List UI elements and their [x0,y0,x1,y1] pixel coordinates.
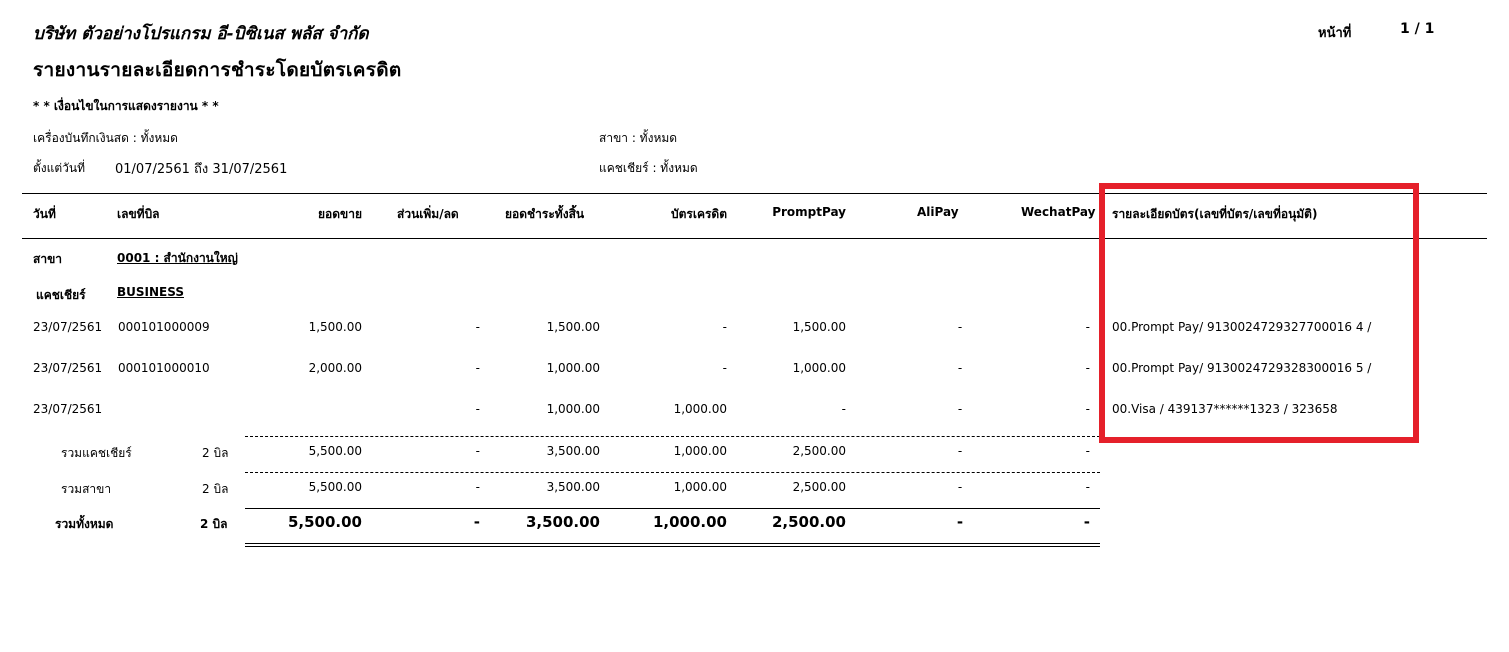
company-name: บริษัท ตัวอย่างโปรแกรม อี-บิซิเนส พลัส จำกัด [33,24,369,44]
row-alipay: - [957,361,963,375]
col-sales: ยอดขาย [317,207,362,221]
subtotal-promptpay: 2,500.00 [792,480,846,494]
col-adjustment: ส่วนเพิ่ม/ลด [397,207,459,221]
subtotal-separator [245,436,1100,437]
subtotal-count: 2 บิล [202,446,229,460]
group-branch-label: สาขา [33,252,63,266]
page-number: 1 / 1 [1400,21,1435,37]
grand-total-bottom-rule-2 [245,546,1100,547]
row-date: 23/07/2561 [33,320,103,334]
subtotal-net-total: 3,500.00 [546,480,600,494]
row-date: 23/07/2561 [33,361,103,375]
col-wechatpay: WechatPay [1021,205,1096,219]
grand-total-net-total: 3,500.00 [525,513,600,531]
subtotal-promptpay: 2,500.00 [792,444,846,458]
date-label: ตั้งแต่วันที่ [33,161,86,175]
subtotal-wechatpay: - [1085,480,1090,494]
row-wechatpay: - [1085,402,1090,416]
subtotal-adjustment: - [475,444,480,458]
date-range: 01/07/2561 ถึง 31/07/2561 [115,162,288,177]
subtotal-label: รวมแคชเชียร์ [61,446,132,460]
grand-total-count: 2 บิล [200,517,228,531]
grand-total-alipay: - [956,513,964,531]
grand-total-bottom-rule-1 [245,543,1100,544]
row-wechatpay: - [1085,361,1090,375]
page-label: หน้าที่ [1318,26,1352,41]
subtotal-sales: 5,500.00 [308,444,362,458]
cash-register-condition: เครื่องบันทึกเงินสด : ทั้งหมด [33,131,178,145]
subtotal-credit-card: 1,000.00 [673,444,727,458]
col-net-total: ยอดชำระทั้งสิ้น [505,207,585,221]
grand-total-label: รวมทั้งหมด [55,517,114,531]
subtotal-wechatpay: - [1085,444,1090,458]
subtotal-sales: 5,500.00 [308,480,362,494]
subtotal-label: รวมสาขา [61,482,112,496]
group-cashier-label: แคชเชียร์ [36,288,86,302]
row-card-detail: 00.Visa / 439137******1323 / 323658 [1112,402,1338,416]
row-card-detail: 00.Prompt Pay/ 9130024729328300016 5 / [1112,361,1372,375]
row-net-total: 1,500.00 [546,320,600,334]
row-alipay: - [957,320,963,334]
col-date: วันที่ [33,207,56,221]
row-card-detail: 00.Prompt Pay/ 9130024729327700016 4 / [1112,320,1372,334]
row-credit-card: 1,000.00 [673,402,727,416]
grand-total-adjustment: - [473,513,480,531]
row-net-total: 1,000.00 [546,402,600,416]
row-bill-no: 000101000009 [118,320,210,334]
row-net-total: 1,000.00 [546,361,600,375]
row-adjustment: - [475,402,480,416]
row-sales: 1,500.00 [308,320,362,334]
col-alipay: AliPay [917,205,959,219]
grand-total-promptpay: 2,500.00 [771,513,846,531]
grand-total-wechatpay: - [1083,513,1090,531]
subtotal-adjustment: - [475,480,480,494]
col-bill-no: เลขที่บิล [117,207,160,221]
highlight-box [1099,183,1419,443]
row-credit-card: - [722,320,727,334]
subtotal-count: 2 บิล [202,482,229,496]
row-bill-no: 000101000010 [118,361,210,375]
conditions-title: * * เงื่อนไขในการแสดงรายงาน * * [33,99,219,113]
grand-total-sales: 5,500.00 [287,513,362,531]
row-promptpay: - [841,402,846,416]
group-cashier-value: BUSINESS [117,285,184,299]
subtotal-alipay: - [957,444,963,458]
branch-condition: สาขา : ทั้งหมด [599,131,678,145]
row-promptpay: 1,000.00 [792,361,846,375]
grand-total-top-rule [245,508,1100,509]
row-promptpay: 1,500.00 [792,320,846,334]
subtotal-separator [245,472,1100,473]
row-sales: 2,000.00 [308,361,362,375]
col-promptpay: PromptPay [772,205,846,219]
col-card-detail: รายละเอียดบัตร(เลขที่บัตร/เลขที่อนุมัติ) [1112,207,1318,221]
row-date: 23/07/2561 [33,402,103,416]
cashier-condition: แคชเชียร์ : ทั้งหมด [599,161,698,175]
row-adjustment: - [475,361,480,375]
subtotal-credit-card: 1,000.00 [673,480,727,494]
col-credit-card: บัตรเครดิต [670,207,727,221]
row-credit-card: - [722,361,727,375]
row-wechatpay: - [1085,320,1090,334]
group-branch-value: 0001 : สำนักงานใหญ่ [117,251,238,265]
row-alipay: - [957,402,963,416]
report-title: รายงานรายละเอียดการชำระโดยบัตรเครดิต [33,59,402,81]
subtotal-net-total: 3,500.00 [546,444,600,458]
subtotal-alipay: - [957,480,963,494]
grand-total-credit-card: 1,000.00 [652,513,727,531]
row-adjustment: - [475,320,480,334]
